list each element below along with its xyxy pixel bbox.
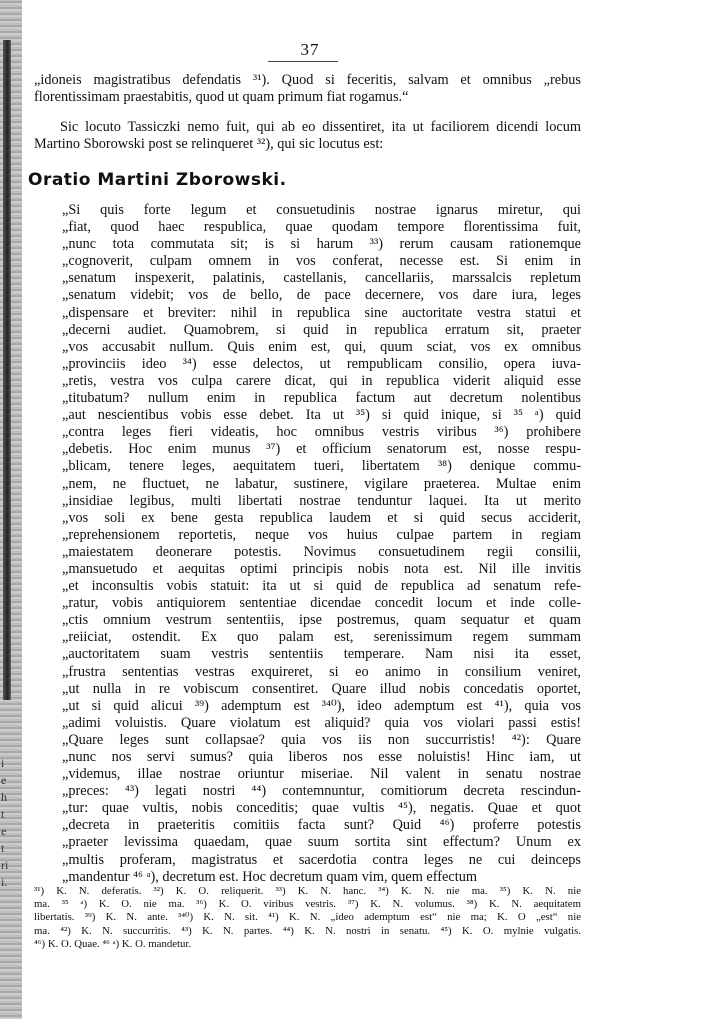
oration-text	[62, 202, 581, 886]
footnote-line: ma. ³⁵ ᵃ) K. O. nie ma. ³⁶) K. O. viribus vestris. ³⁷) K. N. volumus. ³⁸) K. N. aequitatem	[34, 898, 581, 911]
oration-line: „reprehensionem reportetis, neque vos huius culpae partem in regiam	[62, 526, 581, 543]
oration-line: „blicam, tenere leges, aequitatem tueri, libertatem ³⁸) denique commu-	[62, 458, 581, 475]
oration-line: „preces: ⁴³) legati nostri ⁴⁴) contemnuntur, comitiorum decreta rescindun-	[62, 783, 581, 800]
oration-line: „vos accusabit nullum. Quis enim est, qui, quum sciat, vos ex omnibus	[62, 338, 581, 355]
oration-line: „Si quis forte legum et consuetudinis nostrae ignarus miretur, qui	[62, 202, 581, 218]
oration-line: „mansuetudo et aequitas optimi principis nobis nota est. Nil ille invitis	[62, 560, 581, 577]
opening-paragraph: „idoneis magistratibus defendatis ³¹). Quod si feceritis, salvam et omnibus „rebus florentissimam praestabitis, quod ut quam primum fiat rogamus.“	[34, 72, 581, 106]
oration-line: „maiestatem deonerare potestis. Novimus consuetudinem regii consilii,	[62, 543, 581, 560]
oration-line: „nem, ne fluctuet, ne labatur, sustinere, vigilare praeterea. Multae enim	[62, 475, 581, 492]
section-heading: Oratio Martini Zborowski.	[28, 170, 287, 190]
oration-line: „insidiae legibus, multi libertati nostrae tenduntur laquei. Ita ut merito	[62, 492, 581, 509]
page-number-underline	[268, 61, 338, 62]
margin-letter: e	[1, 773, 7, 787]
oration-line: „aut nescientibus vobis esse debet. Ita ut ³⁵) si quid inique, si ³⁵ ᵃ) quid	[62, 407, 581, 424]
oration-line: „adimi voluistis. Quare violatum est aliquid? quia vos violari passi estis!	[62, 714, 581, 731]
oration-line: „cognoverit, culpam omnem in vos conferat, necesse est. Si enim in	[62, 253, 581, 270]
oration-line: „ut nulla in re vobiscum consentiret. Quare illud nobis concedatis oportet,	[62, 680, 581, 697]
oration-line: „multis proferam, magistratus et sacerdotia contra leges ne cui deinceps	[62, 851, 581, 868]
margin-letter: t	[1, 807, 5, 821]
oration-line: „videmus, illae nostrae oriuntur miseriae. Nil valent in senatu nostrae	[62, 766, 581, 783]
oration-line: „et inconsultis vobis statuit: ita ut si quid de republica ad senatum refe-	[62, 578, 581, 595]
oration-line: „decerni audiet. Quamobrem, si quid in republica erratum sit, praeter	[62, 321, 581, 338]
footnote-line: ma. ⁴²) K. N. succurritis. ⁴³) K. N. partes. ⁴⁴) K. N. nostri in senatu. ⁴⁵) K. O. mylnie vulgatis.	[34, 924, 581, 937]
oration-line: „retis, vestra vos culpa carere dicat, qui in republica viderit aliquid esse	[62, 372, 581, 389]
margin-letter: h	[1, 790, 7, 804]
oration-line: „Quare leges sunt collapsae? quia vos iis non succurristis! ⁴²): Quare	[62, 731, 581, 748]
oration-line: „vos soli ex bene gesta republica laudem et si quid secus acciderit,	[62, 509, 581, 526]
oration-line: „dispensare et breviter: nihil in republica sine auctoritate vestra statui et	[62, 304, 581, 321]
oration-line: „nunc tota commutata sit; is si harum ³³) rerum causam rationemque	[62, 236, 581, 253]
oration-line: „ctis omnium vestrum sententiis, ipse postremus, quam sequatur et quam	[62, 612, 581, 629]
margin-letter: e	[1, 824, 7, 838]
margin-edge-letters	[1, 755, 21, 891]
oration-line: „debetis. Hoc enim munus ³⁷) et officium senatorum est, nosse respu-	[62, 441, 581, 458]
oration-line: „senatum inspexerit, palatinis, castellanis, cancellariis, marssalcis repletum	[62, 270, 581, 287]
footnotes	[34, 885, 581, 951]
oration-line: „reiiciat, ostendit. Ex quo palam est, serenissimum regem summam	[62, 629, 581, 646]
oration-line: „titubatum? nullum enim in republica factum aut decretum nolentibus	[62, 390, 581, 407]
oration-line: „fiat, quod haec respublica, quae quodam tempore florentissima fuit,	[62, 219, 581, 236]
oration-line: „nunc nos servi sumus? quia liberos nos esse noluistis! Hinc iam, ut	[62, 749, 581, 765]
oration-line: „ut si quid alicui ³⁹) ademptum est ³⁴⁰), ideo ademptum est ⁴¹), quia vos	[62, 697, 581, 714]
oration-line: „praeter levissima quaedam, quae suum sortita sint effectum? Unum ex	[62, 834, 581, 851]
oration-line: „mandentur ⁴⁶ ᵃ), decretum est. Hoc decretum quam vim, quem effectum	[62, 868, 477, 885]
binding-shadow	[3, 40, 11, 700]
footnote-line: ⁴⁶) K. O. Quae. ⁴⁶ ᵃ) K. O. mandetur.	[34, 937, 192, 950]
scan-spine-edge	[0, 0, 22, 1019]
oration-line: „auctoritatem suam vestris sententiis temperare. Nam nisi ita esset,	[62, 646, 581, 663]
margin-letter: ri	[1, 858, 9, 872]
oration-line: „senatum videbit; vos de bello, de pace decernere, vos dare iura, leges	[62, 287, 581, 304]
margin-letter: i	[1, 756, 5, 770]
page-number: 37	[300, 40, 320, 59]
footnote-line: ³¹) K. N. deferatis. ³²) K. O. reliquerit. ³³) K. N. hanc. ³⁴) K. N. nie ma. ³⁵) K. N. nie	[34, 885, 581, 897]
intro-paragraph: Sic locuto Tassiczki nemo fuit, qui ab eo dissentiret, ita ut faciliorem dicendi locum Martino Sborowski post se relinqueret ³²), qui sic locutus est:	[34, 119, 581, 153]
oration-line: „ratur, vobis antiquiorem sententiae dicendae concedit locum et inde colle-	[62, 595, 581, 612]
margin-letter: i.	[1, 875, 8, 889]
footnote-line: libertatis. ³⁹) K. N. ante. ³⁴⁰) K. N. sit. ⁴¹) K. N. „ideo ademptum est“ nie ma; K. O „est“ nie	[34, 911, 581, 924]
oration-line: „frustra sententias vestras exquireret, si eo animo in consilium veniret,	[62, 663, 581, 680]
oration-line: „provinciis ideo ³⁴) esse delectos, ut rempublicam consilio, opera iuva-	[62, 355, 581, 372]
oration-line: „tur: quae vultis, nobis conceditis; quae vultis ⁴⁵), negatis. Quae et quot	[62, 800, 581, 817]
margin-letter: t	[1, 841, 5, 855]
oration-line: „decreta in praeteritis comitiis facta sunt? Quid ⁴⁶) proferre potestis	[62, 817, 581, 834]
oration-line: „contra leges fieri videatis, hoc omnibus vestris viribus ³⁶) prohibere	[62, 424, 581, 441]
